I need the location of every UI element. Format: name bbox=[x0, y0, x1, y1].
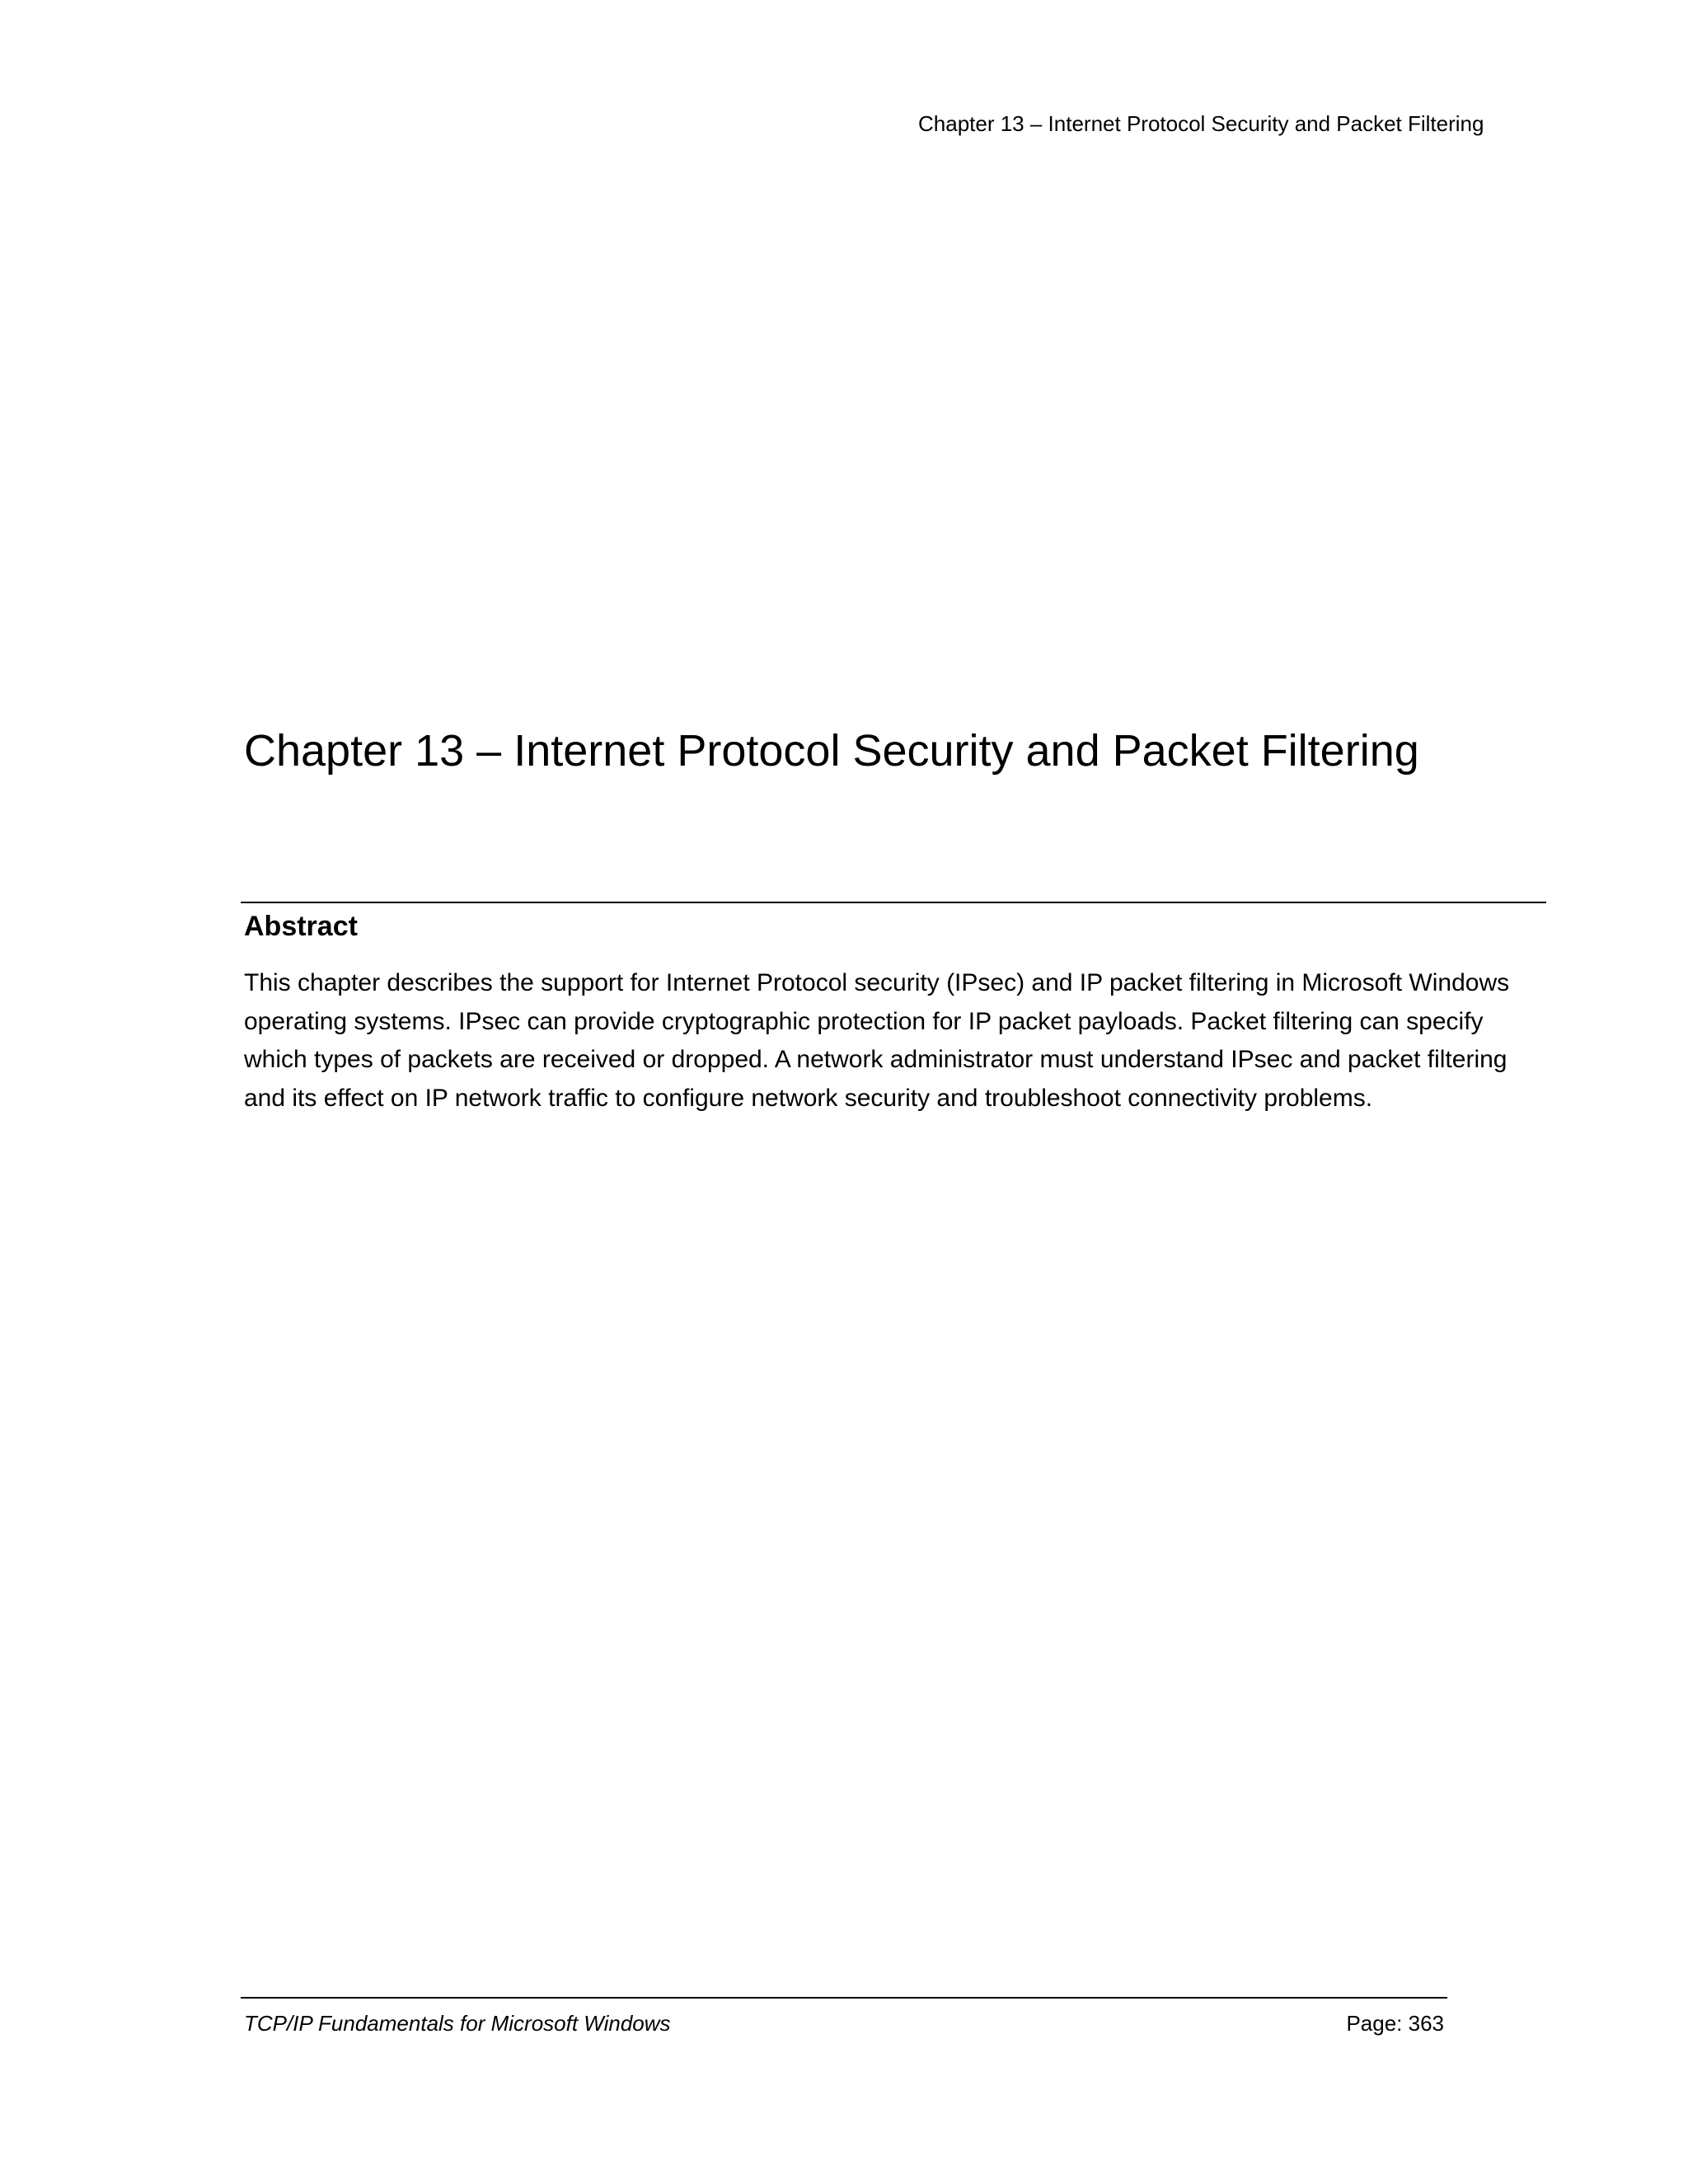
footer-divider bbox=[241, 1997, 1447, 1999]
chapter-title: Chapter 13 – Internet Protocol Security and Packet Filtering bbox=[244, 726, 1419, 776]
footer-book-title: TCP/IP Fundamentals for Microsoft Windows bbox=[244, 2011, 671, 2036]
abstract-paragraph: This chapter describes the support for Internet Protocol security (IPsec) and IP packet filtering in Microsoft Windows operating systems. IPsec can provide cryptographic protection for IP packet payloads. Packet filtering can specify which types of packets are received or dropped. A network administrator must understand IPsec and packet filtering and its effect on IP network traffic to configure network security and troubleshoot connectivity problems. bbox=[244, 969, 1510, 1112]
abstract-heading: Abstract bbox=[244, 911, 358, 942]
footer-page-number: Page: 363 bbox=[1346, 2011, 1444, 2036]
section-divider bbox=[241, 902, 1546, 903]
running-header: Chapter 13 – Internet Protocol Security and Packet Filtering bbox=[918, 111, 1484, 136]
